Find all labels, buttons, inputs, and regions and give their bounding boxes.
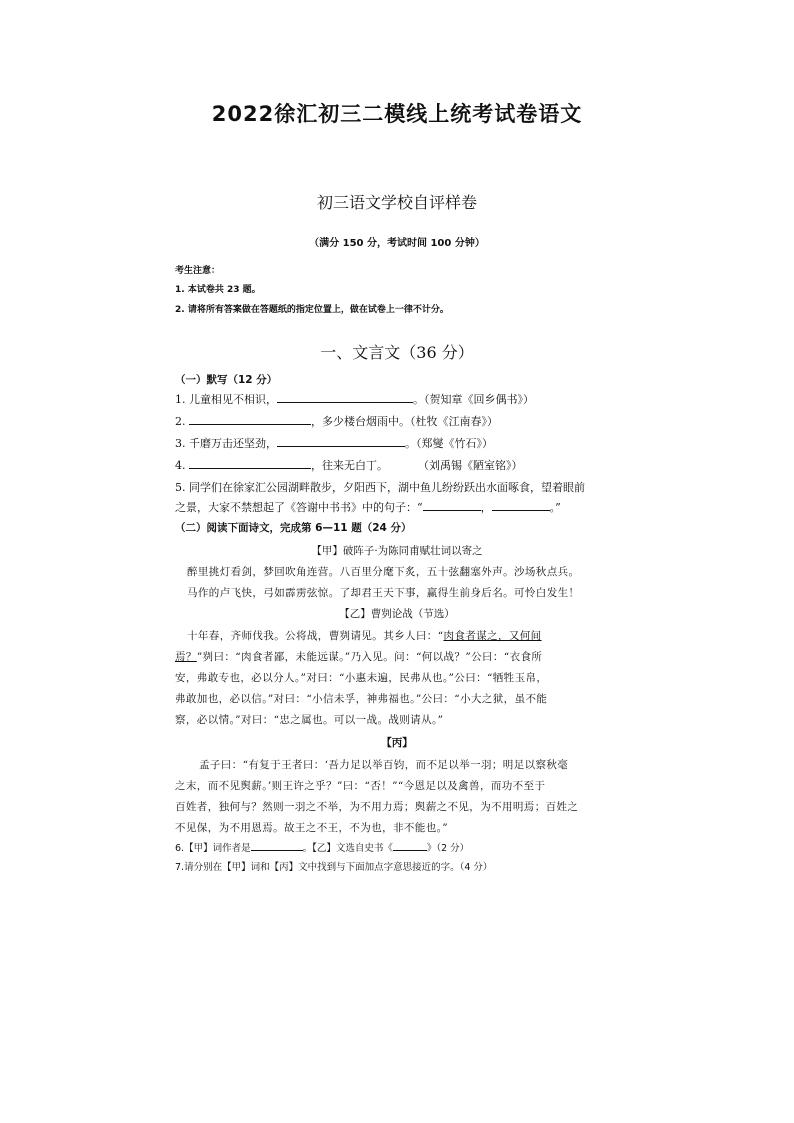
passage-line: 孟子曰：“有复于王者曰：‘吾力足以举百钧，而不足以举一羽；明足以察秋毫: [199, 759, 569, 771]
question-text: 6.【甲】词作者是: [175, 843, 251, 854]
underlined-phrase: 肉食者谋之，又何间: [443, 630, 542, 642]
passage-line: 之末，而不见舆薪。’则王许之乎？”曰：“否！”“今恩足以及禽兽，而功不至于: [175, 780, 546, 792]
question-text: 。【乙】文选自史书《: [302, 843, 393, 854]
dictation-source: （刘禹锡《陋室铭》）: [418, 459, 523, 472]
passage-line: 察，必以情。”对曰：“忠之属也。可以一战。战则请从。”: [175, 714, 444, 726]
dictation-item: [175, 413, 498, 429]
poem-line: 马作的卢飞快，弓如霹雳弦惊。了却君王天下事，赢得生前身后名。可怜白发生！: [187, 587, 580, 599]
item5-text: 。”: [549, 501, 561, 514]
passage-line: [175, 649, 615, 664]
passage-title-bing: 【丙】: [381, 737, 413, 749]
dictation-suffix: ，往来无白丁。: [311, 459, 388, 472]
question-7: 7.请分别在【甲】词和【丙】文中找到与下面加点字意思接近的字。（4 分）: [175, 862, 493, 873]
notice-item: 2. 请将所有答案做在答题纸的指定位置上，做在试卷上一律不计分。: [175, 305, 449, 315]
dictation-prefix: 3. 千磨万击还坚劲，: [175, 437, 277, 450]
answer-blank: [423, 499, 481, 511]
dictation-prefix: 4.: [175, 459, 189, 472]
part-heading: （二）阅读下面诗文，完成第 6—11 题（24 分）: [175, 522, 412, 534]
dictation-prefix: 2.: [175, 415, 189, 428]
underlined-phrase: 焉？: [175, 651, 197, 663]
passage-line: [187, 628, 627, 643]
passage-line: 不见保，为不用恩焉。故王之不王，不为也，非不能也。”: [175, 822, 449, 834]
answer-blank: [277, 435, 405, 447]
passage-line: 安，弗敢专也，必以分人。”对曰：“小惠未遍，民弗从也。”公曰：“牺牲玉帛，: [175, 672, 548, 684]
dictation-suffix: ，多少楼台烟雨中。（杜牧《江南春》）: [311, 415, 498, 428]
dictation-item: [175, 457, 523, 473]
notice-item: 1. 本试卷共 23 题。: [175, 285, 261, 295]
poem-line: 醉里挑灯看剑，梦回吹角连营。八百里分麾下炙，五十弦翻塞外声。沙场秋点兵。: [187, 566, 580, 578]
answer-blank: [189, 457, 311, 469]
notice-heading: 考生注意：: [175, 266, 221, 276]
answer-blank: [277, 391, 413, 403]
dictation-prefix: 1. 儿童相见不相识，: [175, 393, 277, 406]
passage-text: ”刿曰：“肉食者鄙，未能远谋。”乃入见。问：“何以战？”公曰：“衣食所: [196, 651, 543, 663]
section-heading: 一、文言文（36 分）: [320, 343, 474, 362]
passage-text: 十年春，齐师伐我。公将战，曹刿请见。其乡人曰：“: [187, 630, 444, 642]
passage-line: 百姓者，独何与？然则一羽之不举，为不用力焉；舆薪之不见，为不用明焉；百姓之: [175, 801, 579, 813]
passage-line: 弗敢加也，必以信。”对曰：“小信未孚，神弗福也。”公曰：“小大之狱，虽不能: [175, 693, 548, 705]
answer-blank: [251, 841, 303, 851]
dictation-item: [175, 435, 493, 451]
page-title: 2022徐汇初三二模线上统考试卷语文: [211, 102, 583, 126]
dictation-item-5-line1: 5. 同学们在徐家汇公园湖畔散步，夕阳西下，湖中鱼儿纷纷跃出水面啄食，望着眼前: [175, 481, 585, 494]
item5-text: ，: [480, 501, 492, 514]
answer-blank: [189, 413, 311, 425]
dictation-suffix: 。（贺知章《回乡偶书》）: [413, 393, 534, 406]
dictation-suffix: 。（郑燮《竹石》）: [405, 437, 493, 450]
question-text: 》（2 分）: [426, 843, 470, 854]
dictation-item-5-line2: [175, 499, 561, 515]
score-note: （满分 150 分，考试时间 100 分钟）: [309, 238, 485, 249]
exam-subtitle: 初三语文学校自评样卷: [316, 193, 477, 212]
part-heading: （一）默写（12 分）: [175, 374, 278, 386]
question-6: [175, 840, 469, 854]
dictation-item: [175, 391, 534, 407]
poem-title-jia: 【甲】破阵子·为陈同甫赋壮词以寄之: [311, 545, 483, 557]
passage-title-yi: 【乙】曹刿论战（节选）: [339, 608, 455, 620]
answer-blank: [492, 499, 550, 511]
answer-blank: [393, 841, 427, 851]
item5-text: 之景，大家不禁想起了《答谢中书书》中的句子：“: [175, 501, 423, 514]
